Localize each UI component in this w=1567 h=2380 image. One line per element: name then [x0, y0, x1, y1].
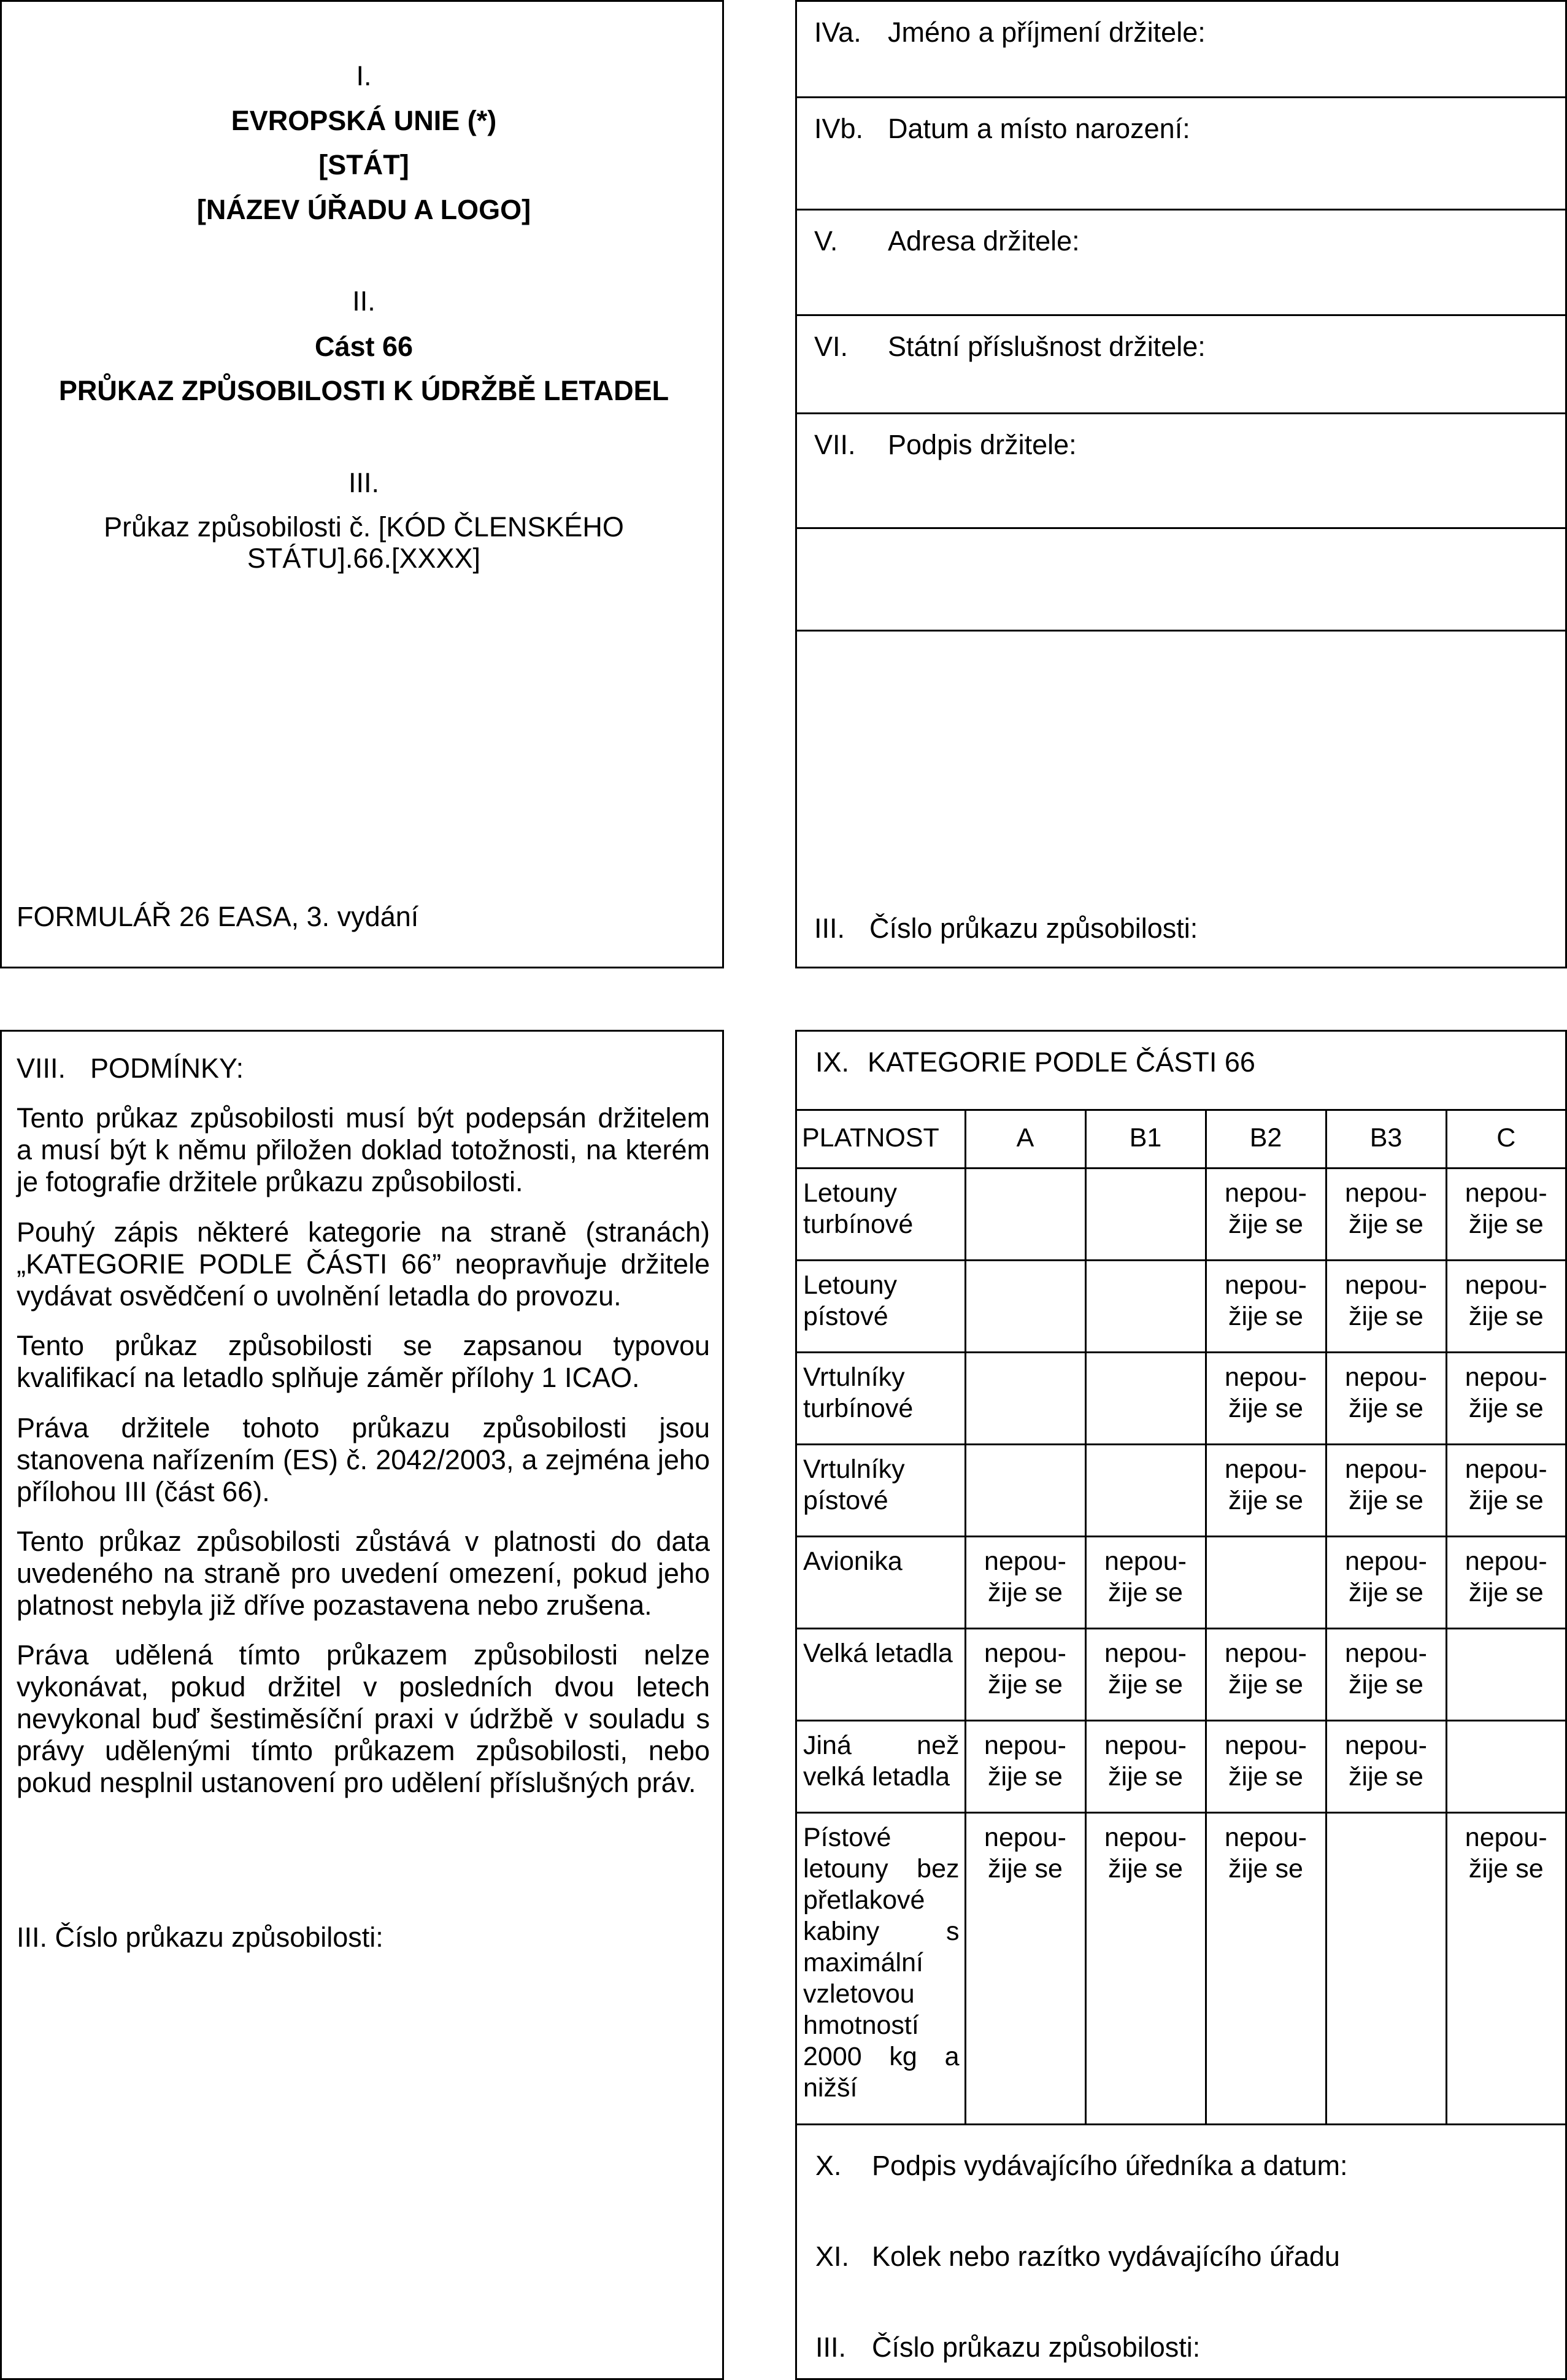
category-header: A [965, 1109, 1085, 1168]
conditions-heading [17, 1053, 244, 1084]
validity-header: PLATNOST [797, 1109, 965, 1168]
not-applicable-text: žije se [1349, 1301, 1423, 1331]
address-row [797, 211, 1565, 316]
row-number: VI. [814, 331, 849, 362]
not-applicable-cell [1206, 1720, 1326, 1812]
not-applicable-text: žije se [1228, 1393, 1303, 1423]
not-applicable-cell [1326, 1720, 1446, 1812]
office-stamp-field [815, 2241, 1340, 2273]
table-row [797, 1444, 1565, 1536]
row-label: Podpis držitele: [888, 429, 1077, 460]
section-viii-number: VIII. [17, 1053, 66, 1084]
not-applicable-cell [1446, 1536, 1565, 1628]
category-header: B3 [1326, 1109, 1446, 1168]
not-applicable-text: nepou- [984, 1546, 1066, 1576]
not-applicable-text: žije se [1349, 1577, 1423, 1607]
not-applicable-text: žije se [1349, 1209, 1423, 1239]
empty-cell [1085, 1168, 1206, 1260]
empty-cell [965, 1352, 1085, 1444]
not-applicable-text: nepou- [1225, 1362, 1307, 1392]
not-applicable-cell [1206, 1168, 1326, 1260]
table-row [797, 1352, 1565, 1444]
section-iii-number: III. [815, 2332, 847, 2363]
not-applicable-cell [1446, 1168, 1565, 1260]
not-applicable-text: nepou- [1465, 1454, 1547, 1484]
not-applicable-text: žije se [1468, 1485, 1544, 1515]
not-applicable-text: nepou- [1345, 1730, 1427, 1760]
not-applicable-text: nepou- [1345, 1178, 1427, 1208]
not-applicable-text: nepou- [1225, 1638, 1307, 1668]
not-applicable-text: žije se [1108, 1853, 1183, 1884]
license-number-index: III. [814, 913, 845, 944]
not-applicable-text: nepou- [984, 1638, 1066, 1668]
license-title: PRŮKAZ ZPŮSOBILOSTI K ÚDRŽBĚ LETADEL [58, 375, 669, 406]
aircraft-category-label: Vrtulníky turbínové [797, 1352, 965, 1444]
license-number-label: Číslo průkazu způsobilosti: [872, 2332, 1201, 2363]
empty-cell [1446, 1720, 1565, 1812]
table-row [797, 1260, 1565, 1352]
license-number-label: Číslo průkazu způsobilosti: [869, 913, 1198, 944]
not-applicable-cell [1085, 1720, 1206, 1812]
table-row [797, 1720, 1565, 1812]
issuer-signature-field [815, 2150, 1347, 2182]
not-applicable-cell [1326, 1260, 1446, 1352]
not-applicable-text: nepou- [1104, 1546, 1187, 1576]
not-applicable-text: žije se [1228, 1301, 1303, 1331]
not-applicable-text: nepou- [1345, 1270, 1427, 1300]
empty-cell [1085, 1444, 1206, 1536]
not-applicable-text: nepou- [1225, 1454, 1307, 1484]
aircraft-category-label: Vrtulníky pístové [797, 1444, 965, 1536]
not-applicable-text: nepou- [984, 1730, 1066, 1760]
not-applicable-text: nepou- [1465, 1546, 1547, 1576]
empty-cell [1446, 1628, 1565, 1720]
office-stamp-label: Kolek nebo razítko vydávajícího úřadu [872, 2241, 1340, 2272]
not-applicable-text: nepou- [984, 1822, 1066, 1852]
table-header-row [797, 1109, 1565, 1168]
not-applicable-text: nepou- [1225, 1270, 1307, 1300]
row-number: V. [814, 225, 838, 257]
table-row [797, 1812, 1565, 2124]
not-applicable-cell [1206, 1260, 1326, 1352]
aircraft-category-label: Velká letadla [797, 1628, 965, 1720]
table-row [797, 1168, 1565, 1260]
not-applicable-cell [1446, 1260, 1565, 1352]
empty-cell [1326, 1812, 1446, 2124]
not-applicable-text: žije se [1228, 1209, 1303, 1239]
categories-panel [795, 1030, 1567, 2380]
not-applicable-cell [1206, 1444, 1326, 1536]
not-applicable-text: žije se [1108, 1761, 1183, 1791]
categories-table [797, 1109, 1565, 2125]
not-applicable-text: nepou- [1225, 1178, 1307, 1208]
section-xi-number: XI. [815, 2241, 850, 2272]
not-applicable-text: nepou- [1104, 1638, 1187, 1668]
empty-cell [1206, 1536, 1326, 1628]
aircraft-category-label: Pístové letouny bez přetlakové kabiny s maximální vzletovou hmotností 2000 kg a nižší [797, 1812, 965, 2124]
not-applicable-text: nepou- [1225, 1822, 1307, 1852]
not-applicable-text: žije se [1108, 1577, 1183, 1607]
not-applicable-text: žije se [1468, 1209, 1544, 1239]
not-applicable-text: nepou- [1465, 1822, 1547, 1852]
not-applicable-text: žije se [988, 1853, 1063, 1884]
not-applicable-text: žije se [1228, 1485, 1303, 1515]
not-applicable-text: žije se [1349, 1669, 1423, 1699]
not-applicable-text: nepou- [1465, 1178, 1547, 1208]
part-label: Cást 66 [314, 331, 414, 362]
not-applicable-text: žije se [988, 1761, 1063, 1791]
office-placeholder: [NÁZEV ÚŘADU A LOGO] [196, 194, 531, 225]
section-ix-number: IX. [815, 1046, 850, 1078]
not-applicable-cell [965, 1628, 1085, 1720]
not-applicable-text: žije se [1349, 1761, 1423, 1791]
table-row [797, 1536, 1565, 1628]
categories-heading [815, 1046, 1255, 1078]
category-header: B1 [1085, 1109, 1206, 1168]
conditions-panel [0, 1030, 724, 2380]
not-applicable-cell [1446, 1352, 1565, 1444]
categories-title: KATEGORIE PODLE ČÁSTI 66 [868, 1046, 1255, 1078]
category-header: C [1446, 1109, 1565, 1168]
not-applicable-cell [1326, 1628, 1446, 1720]
condition-paragraph: Práva držitele tohoto průkazu způsobilosti jsou stanovena nařízením (ES) č. 2042/2003, a zejména jeho přílohou III (část 66). [17, 1412, 710, 1507]
not-applicable-text: nepou- [1104, 1822, 1187, 1852]
not-applicable-cell [1206, 1352, 1326, 1444]
license-number-line1: Průkaz způsobilosti č. [KÓD ČLENSKÉHO [104, 511, 624, 543]
empty-cell [1085, 1352, 1206, 1444]
not-applicable-cell [1326, 1168, 1446, 1260]
condition-paragraph: Tento průkaz způsobilosti musí být podepsán držitelem a musí být k němu přiložen doklad totožnosti, na kterém je fotografie držitele průkazu způsobilosti. [17, 1102, 710, 1197]
not-applicable-text: nepou- [1225, 1730, 1307, 1760]
eu-heading: EVROPSKÁ UNIE (*) [231, 105, 497, 136]
not-applicable-cell [965, 1536, 1085, 1628]
section-x-number: X. [815, 2150, 842, 2181]
license-number-field [815, 2332, 1200, 2363]
not-applicable-cell [1326, 1536, 1446, 1628]
not-applicable-cell [1326, 1352, 1446, 1444]
empty-cell [1085, 1260, 1206, 1352]
not-applicable-text: žije se [1349, 1485, 1423, 1515]
section-i-number: I. [356, 60, 372, 91]
row-label: Státní příslušnost držitele: [888, 331, 1206, 362]
license-number-label: III. Číslo průkazu způsobilosti: [17, 1922, 383, 1953]
not-applicable-cell [965, 1812, 1085, 2124]
holder-details-panel [795, 0, 1567, 968]
section-iii-number: III. [348, 467, 379, 498]
condition-paragraph: Tento průkaz způsobilosti se zapsanou typovou kvalifikací na letadlo splňuje záměr přílohy 1 ICAO. [17, 1330, 710, 1393]
not-applicable-text: žije se [1228, 1853, 1303, 1884]
not-applicable-cell [965, 1720, 1085, 1812]
aircraft-category-label: Letouny pístové [797, 1260, 965, 1352]
empty-cell [965, 1444, 1085, 1536]
not-applicable-text: žije se [1349, 1393, 1423, 1423]
empty-cell [965, 1168, 1085, 1260]
condition-paragraph: Tento průkaz způsobilosti zůstává v platnosti do data uvedeného na straně pro uvedení omezení, pokud jeho platnost nebyla již dříve pozastavena nebo zrušena. [17, 1526, 710, 1621]
not-applicable-text: žije se [1108, 1669, 1183, 1699]
table-row [797, 1628, 1565, 1720]
conditions-title: PODMÍNKY: [90, 1053, 244, 1084]
row-label: Jméno a příjmení držitele: [888, 17, 1206, 48]
not-applicable-text: nepou- [1465, 1270, 1547, 1300]
not-applicable-cell [1085, 1628, 1206, 1720]
not-applicable-cell [1326, 1444, 1446, 1536]
card-front-panel [0, 0, 724, 968]
not-applicable-text: žije se [1468, 1853, 1544, 1884]
not-applicable-cell [1085, 1812, 1206, 2124]
row-label: Datum a místo narození: [888, 113, 1190, 144]
row-number: IVa. [814, 17, 861, 48]
signature-row [797, 414, 1565, 529]
form-id: FORMULÁŘ 26 EASA, 3. vydání [17, 901, 419, 932]
not-applicable-cell [1206, 1812, 1326, 2124]
condition-paragraph: Pouhý zápis některé kategorie na straně (stranách) „KATEGORIE PODLE ČÁSTI 66” neopravňuje držitele vydávat osvědčení o uvolnění letadla do provozu. [17, 1216, 710, 1312]
not-applicable-text: žije se [1468, 1393, 1544, 1423]
row-label: Adresa držitele: [888, 225, 1080, 257]
not-applicable-text: nepou- [1345, 1362, 1427, 1392]
not-applicable-text: nepou- [1345, 1546, 1427, 1576]
nationality-row [797, 316, 1565, 414]
not-applicable-text: žije se [1228, 1669, 1303, 1699]
not-applicable-text: nepou- [1104, 1730, 1187, 1760]
aircraft-category-label: Letouny turbínové [797, 1168, 965, 1260]
not-applicable-cell [1446, 1444, 1565, 1536]
not-applicable-cell [1085, 1536, 1206, 1628]
row-number: IVb. [814, 113, 864, 144]
not-applicable-text: žije se [988, 1669, 1063, 1699]
issuer-signature-label: Podpis vydávajícího úředníka a datum: [872, 2150, 1348, 2181]
holder-name-row [797, 2, 1565, 98]
not-applicable-text: žije se [1468, 1577, 1544, 1607]
not-applicable-text: žije se [1468, 1301, 1544, 1331]
not-applicable-text: nepou- [1465, 1362, 1547, 1392]
not-applicable-text: žije se [988, 1577, 1063, 1607]
not-applicable-cell [1206, 1628, 1326, 1720]
row-number: VII. [814, 429, 856, 460]
not-applicable-text: žije se [1228, 1761, 1303, 1791]
section-ii-number: II. [352, 285, 375, 317]
blank-row [797, 529, 1565, 632]
not-applicable-cell [1446, 1812, 1565, 2124]
empty-cell [965, 1260, 1085, 1352]
aircraft-category-label: Avionika [797, 1536, 965, 1628]
not-applicable-text: nepou- [1345, 1454, 1427, 1484]
license-number-line2: STÁTU].66.[XXXX] [247, 543, 481, 574]
condition-paragraph: Práva udělená tímto průkazem způsobilosti nelze vykonávat, pokud držitel v posledních dvou letech nevykonal buď šestiměsíční praxi v údržbě v souladu s právy udělenými tímto průkazem způsobilosti, nebo pokud nesplnil ustanovení pro udělení příslušných práv. [17, 1639, 710, 1798]
state-placeholder: [STÁT] [318, 149, 409, 180]
category-header: B2 [1206, 1109, 1326, 1168]
birth-row [797, 98, 1565, 211]
not-applicable-text: nepou- [1345, 1638, 1427, 1668]
aircraft-category-label: Jiná než velká letadla [797, 1720, 965, 1812]
